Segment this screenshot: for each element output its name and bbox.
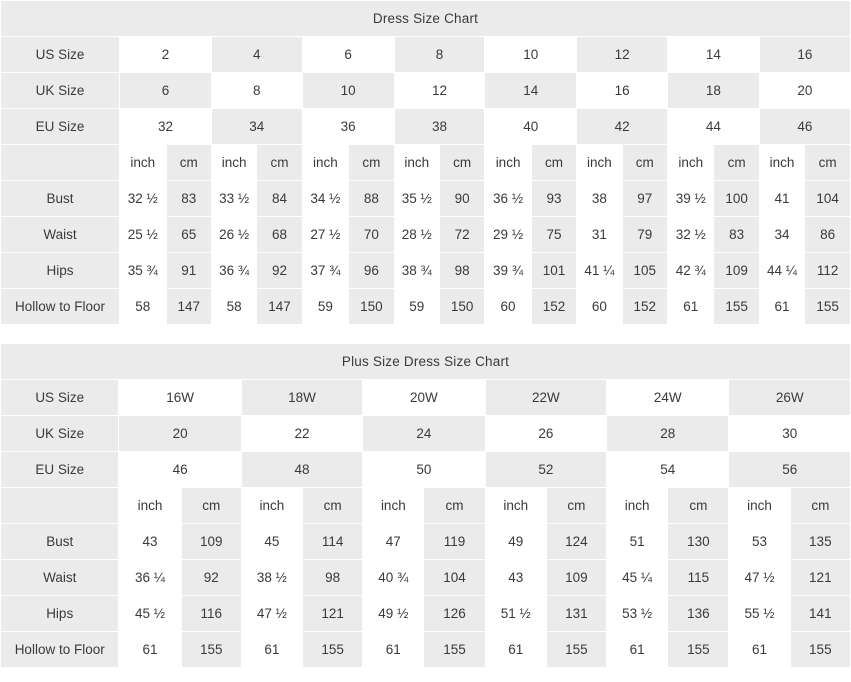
cell: 104 xyxy=(805,181,851,217)
cell: 34 xyxy=(211,109,302,145)
table-title-row xyxy=(1,344,851,380)
cell: 38 xyxy=(394,109,485,145)
cell: 92 xyxy=(181,560,241,596)
cell: 116 xyxy=(181,596,241,632)
cell: cm xyxy=(181,488,241,524)
cell: 45 ¼ xyxy=(607,560,668,596)
cell: 24 xyxy=(363,416,485,452)
cell: cm xyxy=(790,488,850,524)
cell: 49 xyxy=(485,524,546,560)
row-label-hips: Hips xyxy=(1,253,120,289)
table-row xyxy=(1,109,851,145)
cell: 29 ½ xyxy=(485,217,531,253)
cell: 40 ¾ xyxy=(363,560,424,596)
cell: 56 xyxy=(729,452,851,488)
cell: 2 xyxy=(120,37,212,73)
cell: 51 xyxy=(607,524,668,560)
cell: 72 xyxy=(439,217,484,253)
cell: 60 xyxy=(577,289,622,325)
cell: 16 xyxy=(759,37,850,73)
cell: 10 xyxy=(302,73,394,109)
cell: 35 ¾ xyxy=(120,253,166,289)
row-label-units xyxy=(1,488,119,524)
cell: 124 xyxy=(546,524,606,560)
cell: 47 ½ xyxy=(729,560,790,596)
cell: 16 xyxy=(577,73,668,109)
cell: 61 xyxy=(363,632,424,668)
cell: cm xyxy=(668,488,729,524)
row-label-bust: Bust xyxy=(1,181,120,217)
cell: 155 xyxy=(805,289,851,325)
table-units-row xyxy=(1,488,851,524)
cell: 38 ¾ xyxy=(394,253,439,289)
cell: 70 xyxy=(349,217,394,253)
table-units-row xyxy=(1,145,851,181)
cell: inch xyxy=(729,488,790,524)
cell: 126 xyxy=(424,596,485,632)
cell: 40 xyxy=(485,109,577,145)
cell: 35 ½ xyxy=(394,181,439,217)
row-label-us-size: US Size xyxy=(1,37,120,73)
cell: 130 xyxy=(668,524,729,560)
cell: 90 xyxy=(439,181,484,217)
cell: 25 ½ xyxy=(120,217,166,253)
cell: 150 xyxy=(349,289,394,325)
cell: inch xyxy=(302,145,348,181)
cell: 31 xyxy=(577,217,622,253)
cell: 79 xyxy=(622,217,667,253)
row-label-hollow-to-floor: Hollow to Floor xyxy=(1,632,119,668)
cell: 49 ½ xyxy=(363,596,424,632)
cell: 14 xyxy=(668,37,760,73)
cell: 45 xyxy=(241,524,302,560)
cell: 28 xyxy=(607,416,729,452)
cell: cm xyxy=(257,145,302,181)
cell: 20 xyxy=(759,73,850,109)
page-title: Dress Size Chart xyxy=(1,1,851,37)
table-row xyxy=(1,217,851,253)
cell: 61 xyxy=(729,632,790,668)
cell: 109 xyxy=(546,560,606,596)
cell: 8 xyxy=(394,37,485,73)
cell: 83 xyxy=(714,217,759,253)
row-label-units xyxy=(1,145,120,181)
cell: 18 xyxy=(668,73,760,109)
cell: 58 xyxy=(120,289,166,325)
plus-size-dress-chart-table xyxy=(0,343,851,668)
cell: 152 xyxy=(531,289,576,325)
cell: 39 ½ xyxy=(668,181,714,217)
cell: 32 xyxy=(120,109,212,145)
cell: 150 xyxy=(439,289,484,325)
cell: 39 ¾ xyxy=(485,253,531,289)
row-label-eu-size: EU Size xyxy=(1,452,119,488)
cell: 121 xyxy=(303,596,363,632)
cell: 155 xyxy=(424,632,485,668)
cell: 36 xyxy=(302,109,394,145)
row-label-uk-size: UK Size xyxy=(1,73,120,109)
table-row xyxy=(1,37,851,73)
cell: 6 xyxy=(120,73,212,109)
cell: inch xyxy=(120,145,166,181)
cell: 155 xyxy=(668,632,729,668)
cell: 12 xyxy=(394,73,485,109)
cell: 38 xyxy=(577,181,622,217)
cell: 44 xyxy=(668,109,760,145)
cell: inch xyxy=(211,145,256,181)
cell: 20 xyxy=(119,416,241,452)
cell: 55 ½ xyxy=(729,596,790,632)
cell: 20W xyxy=(363,380,485,416)
cell: 12 xyxy=(577,37,668,73)
cell: 6 xyxy=(302,37,394,73)
cell: cm xyxy=(622,145,667,181)
cell: 59 xyxy=(394,289,439,325)
cell: 96 xyxy=(349,253,394,289)
cell: 121 xyxy=(790,560,850,596)
table-row xyxy=(1,253,851,289)
cell: 100 xyxy=(714,181,759,217)
cell: 114 xyxy=(303,524,363,560)
cell: inch xyxy=(577,145,622,181)
cell: 141 xyxy=(790,596,850,632)
cell: 97 xyxy=(622,181,667,217)
table-row xyxy=(1,289,851,325)
cell: 93 xyxy=(531,181,576,217)
cell: 109 xyxy=(181,524,241,560)
cell: 32 ½ xyxy=(120,181,166,217)
section-divider xyxy=(0,325,851,343)
cell: 104 xyxy=(424,560,485,596)
cell: 51 ½ xyxy=(485,596,546,632)
cell: 41 xyxy=(759,181,804,217)
table-row xyxy=(1,416,851,452)
cell: 47 ½ xyxy=(241,596,302,632)
cell: 61 xyxy=(607,632,668,668)
cell: 42 xyxy=(577,109,668,145)
cell: 88 xyxy=(349,181,394,217)
cell: 147 xyxy=(257,289,302,325)
cell: inch xyxy=(241,488,302,524)
cell: 155 xyxy=(546,632,606,668)
cell: 115 xyxy=(668,560,729,596)
table-row xyxy=(1,596,851,632)
cell: 14 xyxy=(485,73,577,109)
cell: 4 xyxy=(211,37,302,73)
table-row xyxy=(1,181,851,217)
cell: 131 xyxy=(546,596,606,632)
cell: 75 xyxy=(531,217,576,253)
cell: 10 xyxy=(485,37,577,73)
cell: 47 xyxy=(363,524,424,560)
cell: 44 ¼ xyxy=(759,253,804,289)
cell: 112 xyxy=(805,253,851,289)
cell: 155 xyxy=(714,289,759,325)
cell: 26W xyxy=(729,380,851,416)
cell: inch xyxy=(668,145,714,181)
cell: 53 xyxy=(729,524,790,560)
cell: cm xyxy=(166,145,211,181)
cell: 27 ½ xyxy=(302,217,348,253)
row-label-hips: Hips xyxy=(1,596,119,632)
cell: 60 xyxy=(485,289,531,325)
cell: 61 xyxy=(241,632,302,668)
row-label-eu-size: EU Size xyxy=(1,109,120,145)
cell: 37 ¾ xyxy=(302,253,348,289)
cell: 155 xyxy=(181,632,241,668)
table-title-row xyxy=(1,1,851,37)
cell: inch xyxy=(363,488,424,524)
cell: 43 xyxy=(119,524,181,560)
cell: 34 ½ xyxy=(302,181,348,217)
cell: 34 xyxy=(759,217,804,253)
cell: 48 xyxy=(241,452,362,488)
cell: cm xyxy=(349,145,394,181)
cell: 105 xyxy=(622,253,667,289)
cell: cm xyxy=(805,145,851,181)
cell: 53 ½ xyxy=(607,596,668,632)
table-row xyxy=(1,380,851,416)
cell: 84 xyxy=(257,181,302,217)
cell: inch xyxy=(485,145,531,181)
cell: 42 ¾ xyxy=(668,253,714,289)
table-row xyxy=(1,452,851,488)
cell: inch xyxy=(607,488,668,524)
cell: 8 xyxy=(211,73,302,109)
cell: 46 xyxy=(119,452,241,488)
cell: cm xyxy=(439,145,484,181)
cell: 101 xyxy=(531,253,576,289)
table-row xyxy=(1,73,851,109)
cell: 135 xyxy=(790,524,850,560)
cell: 24W xyxy=(607,380,729,416)
cell: 54 xyxy=(607,452,729,488)
cell: 86 xyxy=(805,217,851,253)
cell: inch xyxy=(119,488,181,524)
cell: 30 xyxy=(729,416,851,452)
row-label-bust: Bust xyxy=(1,524,119,560)
cell: 36 ¾ xyxy=(211,253,256,289)
page-title-plus: Plus Size Dress Size Chart xyxy=(1,344,851,380)
cell: 83 xyxy=(166,181,211,217)
cell: 32 ½ xyxy=(668,217,714,253)
cell: 22 xyxy=(241,416,362,452)
cell: 98 xyxy=(439,253,484,289)
cell: 155 xyxy=(790,632,850,668)
cell: 91 xyxy=(166,253,211,289)
cell: 50 xyxy=(363,452,485,488)
cell: 38 ½ xyxy=(241,560,302,596)
row-label-waist: Waist xyxy=(1,560,119,596)
cell: 109 xyxy=(714,253,759,289)
cell: 68 xyxy=(257,217,302,253)
cell: 41 ¼ xyxy=(577,253,622,289)
cell: 152 xyxy=(622,289,667,325)
table-row xyxy=(1,524,851,560)
row-label-us-size: US Size xyxy=(1,380,119,416)
cell: inch xyxy=(485,488,546,524)
cell: 155 xyxy=(303,632,363,668)
cell: 65 xyxy=(166,217,211,253)
cell: 26 ½ xyxy=(211,217,256,253)
row-label-uk-size: UK Size xyxy=(1,416,119,452)
cell: 136 xyxy=(668,596,729,632)
cell: cm xyxy=(303,488,363,524)
cell: inch xyxy=(394,145,439,181)
cell: 52 xyxy=(485,452,606,488)
cell: 119 xyxy=(424,524,485,560)
table-row xyxy=(1,632,851,668)
cell: 46 xyxy=(759,109,850,145)
cell: 43 xyxy=(485,560,546,596)
cell: 45 ½ xyxy=(119,596,181,632)
cell: 98 xyxy=(303,560,363,596)
cell: 147 xyxy=(166,289,211,325)
cell: cm xyxy=(531,145,576,181)
cell: 33 ½ xyxy=(211,181,256,217)
cell: 61 xyxy=(119,632,181,668)
cell: 36 ¼ xyxy=(119,560,181,596)
cell: 61 xyxy=(485,632,546,668)
cell: 61 xyxy=(759,289,804,325)
cell: 92 xyxy=(257,253,302,289)
cell: cm xyxy=(424,488,485,524)
cell: 28 ½ xyxy=(394,217,439,253)
row-label-waist: Waist xyxy=(1,217,120,253)
row-label-hollow-to-floor: Hollow to Floor xyxy=(1,289,120,325)
cell: 22W xyxy=(485,380,606,416)
cell: 58 xyxy=(211,289,256,325)
cell: 61 xyxy=(668,289,714,325)
cell: 59 xyxy=(302,289,348,325)
cell: inch xyxy=(759,145,804,181)
cell: 16W xyxy=(119,380,241,416)
cell: cm xyxy=(546,488,606,524)
dress-size-chart-table xyxy=(0,0,851,325)
table-row xyxy=(1,560,851,596)
cell: 18W xyxy=(241,380,362,416)
cell: 36 ½ xyxy=(485,181,531,217)
cell: 26 xyxy=(485,416,606,452)
cell: cm xyxy=(714,145,759,181)
